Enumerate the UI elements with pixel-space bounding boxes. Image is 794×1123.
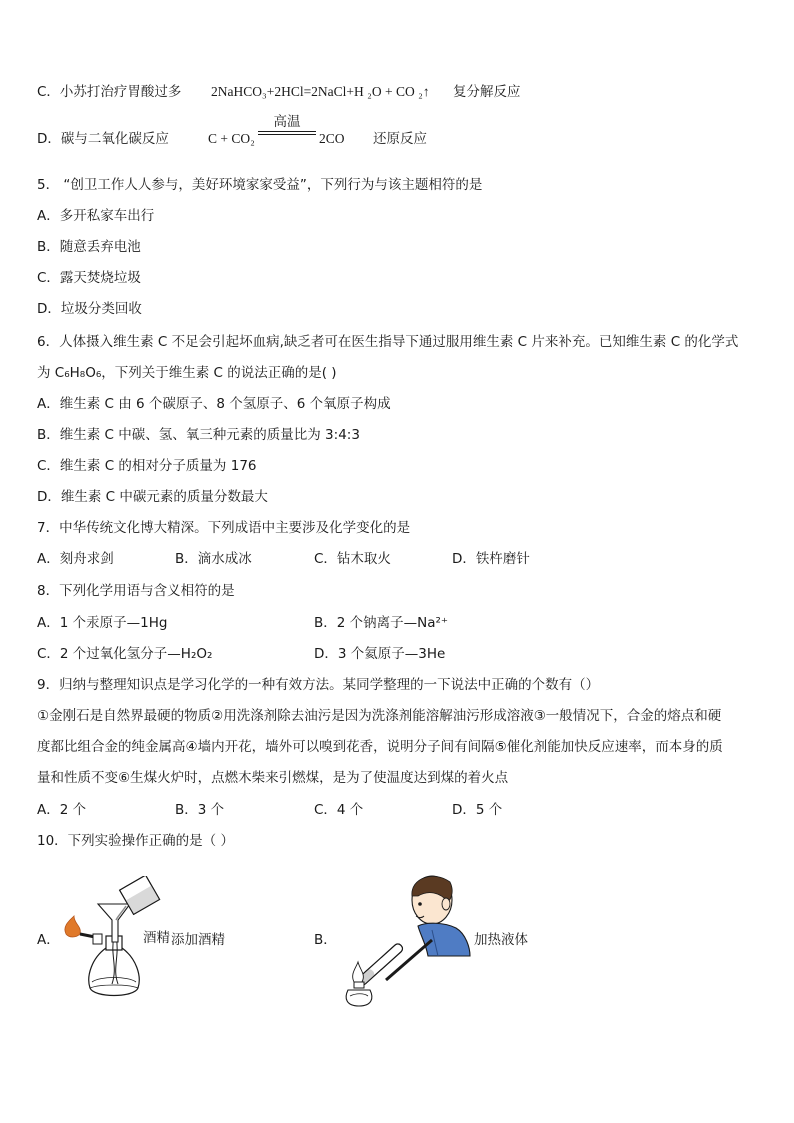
- q5-option-b: B．随意丢弃电池: [37, 239, 141, 255]
- q9-body-line2: 度都比组合金的纯金属高④墙内开花，墙外可以嗅到花香，说明分子间有间隔⑤催化剂能加快反应速率，而本身的质: [37, 739, 723, 755]
- q8-option-a: A．1 个汞原子—1Hg: [37, 615, 168, 631]
- q7-stem: 7．中华传统文化博大精深。下列成语中主要涉及化学变化的是: [37, 520, 411, 536]
- q5-option-c: C．露天焚烧垃圾: [37, 270, 141, 286]
- q5-option-a: A．多开私家车出行: [37, 208, 155, 224]
- q10-option-a-fig-label: 酒精: [143, 930, 170, 946]
- q10-option-b-letter: B．: [314, 932, 337, 948]
- q9-option-a: A．2 个: [37, 802, 87, 818]
- q4-option-c: [37, 83, 181, 101]
- q4-option-c-type: 复分解反应: [453, 84, 521, 100]
- q4-condition-text: 高温: [273, 114, 301, 130]
- q4-option-d-type: 还原反应: [373, 131, 427, 147]
- q10-option-a-caption: 添加酒精: [171, 932, 225, 948]
- q9-option-d: D．5 个: [452, 802, 503, 818]
- q6-option-d: D．维生素 C 中碳元素的质量分数最大: [37, 489, 268, 505]
- q4-equal-bar-bottom: [258, 134, 316, 135]
- q10-stem: 10．下列实验操作正确的是（ ）: [37, 833, 234, 849]
- q6-option-b: B．维生素 C 中碳、氢、氧三种元素的质量比为 3:4:3: [37, 427, 360, 443]
- q6-stem-line1: 6．人体摄入维生素 C 不足会引起坏血病,缺乏者可在医生指导下通过服用维生素 C 片来补充。已知维生素 C 的化学式: [37, 334, 739, 350]
- q4-equal-bar-top: [258, 131, 316, 132]
- q10-option-b-caption: 加热液体: [474, 932, 528, 948]
- q6-option-a: A．维生素 C 由 6 个碳原子、8 个氢原子、6 个氧原子构成: [37, 396, 391, 412]
- q4-option-c-label: C．小苏打治疗胃酸过多: [37, 84, 182, 100]
- q4-option-d-eq-left: C + CO₂: [208, 131, 255, 146]
- q8-stem: 8．下列化学用语与含义相符的是: [37, 583, 235, 599]
- q8-option-c: C．2 个过氧化氢分子—H₂O₂: [37, 646, 213, 662]
- q8-option-d: D．3 个氦原子—3He: [314, 646, 446, 662]
- q9-option-b: B．3 个: [175, 802, 225, 818]
- q5-stem: 5． “创卫工作人人参与，美好环境家家受益”，下列行为与该主题相符的是: [37, 177, 483, 193]
- q4-reaction-condition: [258, 115, 316, 135]
- q9-body-line3: 量和性质不变⑥生煤火炉时，点燃木柴来引燃煤，是为了使温度达到煤的着火点: [37, 770, 509, 786]
- q5-option-d: D．垃圾分类回收: [37, 301, 142, 317]
- q8-option-b: B．2 个钠离子—Na²⁺: [314, 615, 449, 631]
- q4-option-d-eq-right: 2CO: [319, 131, 345, 146]
- q6-option-c: C．维生素 C 的相对分子质量为 176: [37, 458, 257, 474]
- q4-option-c-equation: 2NaHCO₃+2HCl=2NaCl+H ₂O + CO ₂↑: [211, 84, 430, 99]
- q9-option-c: C．4 个: [314, 802, 364, 818]
- q7-option-d: D．铁杵磨针: [452, 551, 530, 567]
- q7-option-c: C．钻木取火: [314, 551, 391, 567]
- q6-stem-line2: 为 C₆H₈O₆，下列关于维生素 C 的说法正确的是( ): [37, 365, 337, 381]
- q9-stem: 9．归纳与整理知识点是学习化学的一种有效方法。某同学整理的一下说法中正确的个数有（）: [37, 677, 600, 693]
- q4-option-d-label: D．碳与二氧化碳反应: [37, 131, 169, 147]
- q7-option-a: A．刻舟求剑: [37, 551, 114, 567]
- heating-test-tube-figure: [340, 870, 475, 1010]
- q7-option-b: B．滴水成冰: [175, 551, 252, 567]
- q9-body-line1: ①金刚石是自然界最硬的物质②用洗涤剂除去油污是因为洗涤剂能溶解油污形成溶液③一般情况下，合金的熔点和硬: [37, 708, 722, 724]
- q10-option-a-letter: A．: [37, 932, 60, 948]
